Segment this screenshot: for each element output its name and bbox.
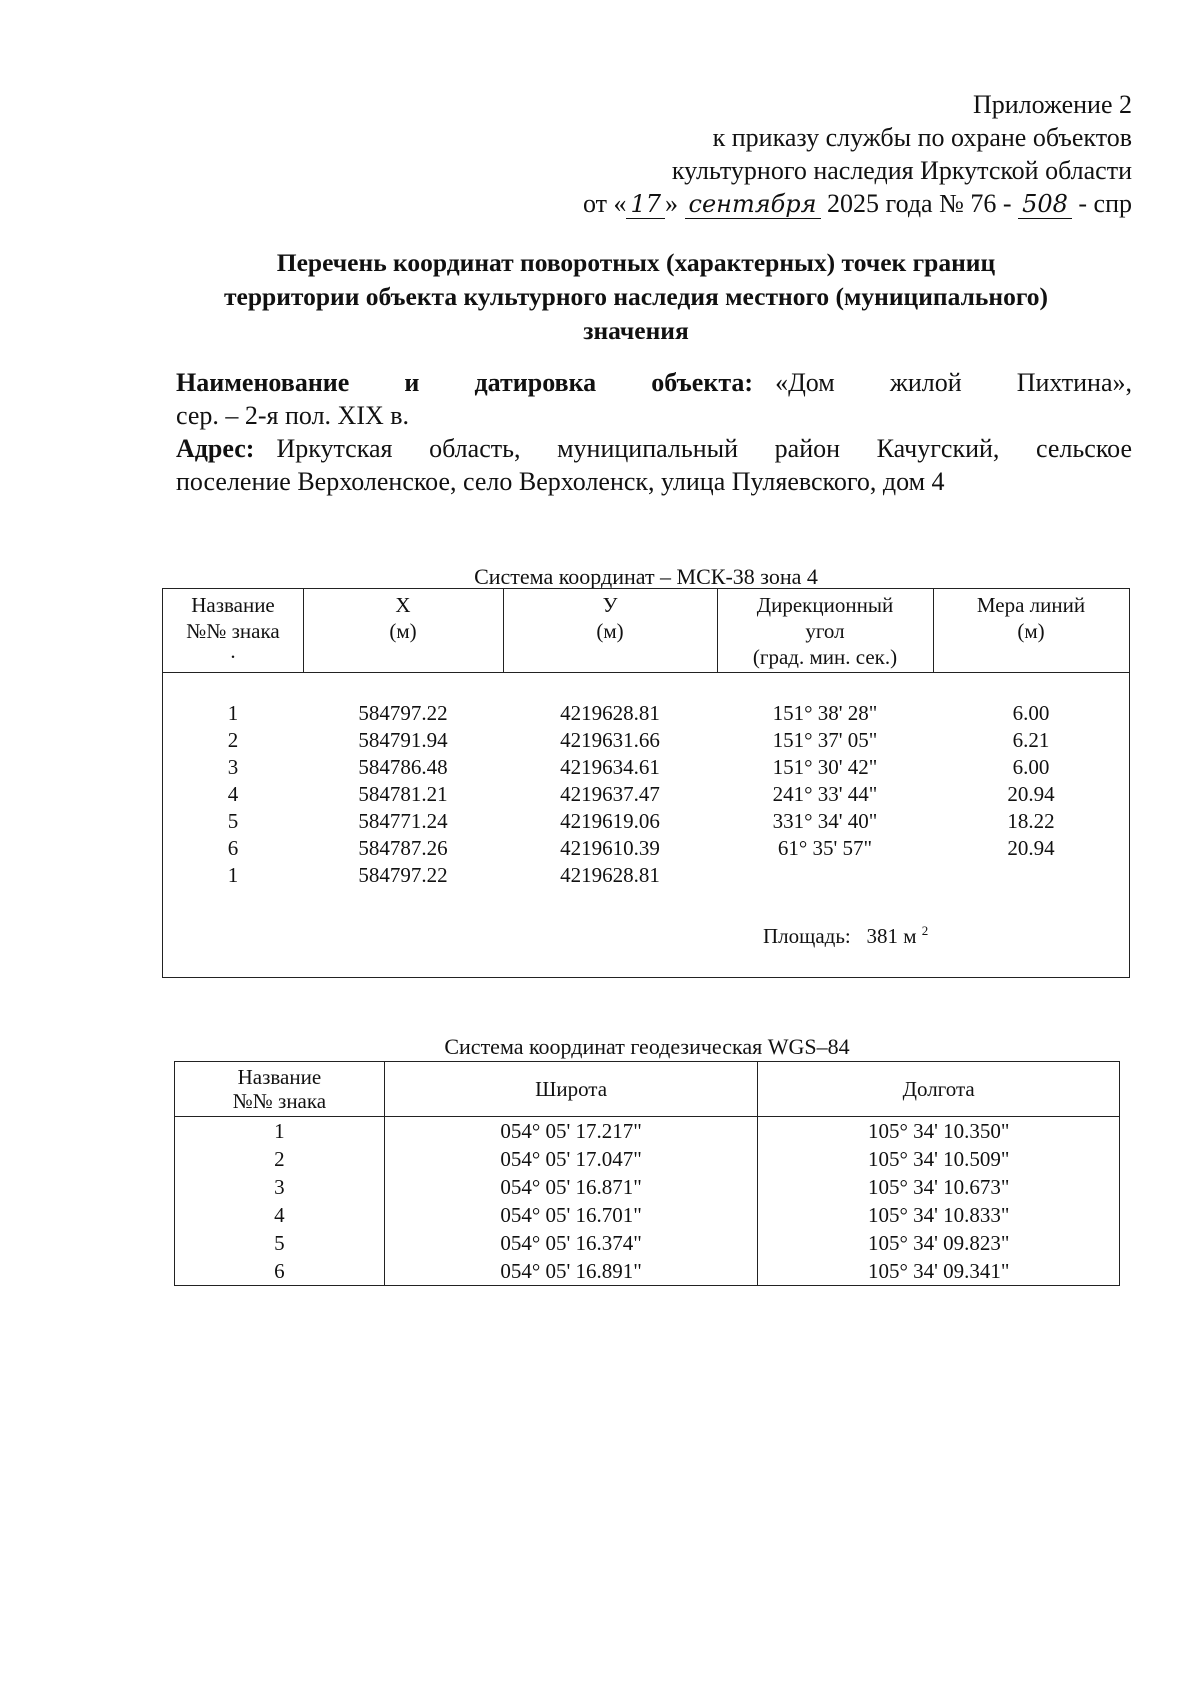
object-date-line: сер. – 2-я пол. XIX в. — [176, 401, 410, 430]
table-row: 5 584771.24 4219619.06 331° 34' 40" 18.22 — [227, 809, 1055, 833]
object-address-line2: поселение Верхоленское, село Верхоленск, улица Пуляевского, дом 4 — [176, 467, 945, 496]
header-longitude: Долгота — [758, 1062, 1120, 1117]
table-row: 3 584786.48 4219634.61 151° 30' 42" 6.00 — [227, 755, 1050, 779]
header-point-name: Название №№ знака · — [186, 593, 280, 669]
object-address-line1 — [176, 432, 1132, 465]
table-row: 3 054° 05' 16.871" 105° 34' 10.673" — [175, 1173, 1120, 1201]
table-row: 4 054° 05' 16.701" 105° 34' 10.833" — [175, 1201, 1120, 1229]
header-y: У (м) — [596, 593, 624, 643]
table-row: 6 584787.26 4219610.39 61° 35' 57" 20.94 — [227, 836, 1055, 860]
appendix-header — [583, 88, 1132, 221]
appendix-order-ref: к приказу службы по охране объектов — [712, 123, 1132, 152]
appendix-agency: культурного наследия Иркутской области — [671, 156, 1132, 185]
object-name-value: «Дом жилой Пихтина», — [775, 368, 1132, 397]
header-angle: Дирекционный угол (град. мин. сек.) — [752, 593, 898, 669]
object-name-label: Наименование и датировка объекта: — [176, 368, 754, 397]
table-row: 2 054° 05' 17.047" 105° 34' 10.509" — [175, 1145, 1120, 1173]
wgs-coordinates-table — [174, 1061, 1120, 1286]
handwritten-order-number: 508 — [1018, 190, 1072, 219]
table-row: 1 584797.22 4219628.81 — [227, 863, 660, 887]
header-x: X (м) — [389, 593, 417, 643]
object-address-label: Адрес: — [176, 434, 255, 463]
appendix-number: Приложение 2 — [972, 90, 1132, 119]
area-value: 381 м — [866, 924, 917, 948]
area-total: Площадь: 381 м $^2$ — [763, 923, 929, 948]
header-length: Мера линий (м) — [976, 593, 1086, 643]
table-row: 2 584791.94 4219631.66 151° 37' 05" 6.21 — [227, 728, 1050, 752]
msk-table-caption: Система координат – МСК-38 зона 4 — [474, 564, 818, 589]
msk-coordinates-table — [162, 588, 1130, 978]
handwritten-day: 17 — [626, 190, 665, 219]
table-row: 1 054° 05' 17.217" 105° 34' 10.350" — [175, 1117, 1120, 1146]
object-address-value: Иркутская область, муниципальный район Качугский, сельское — [276, 434, 1132, 463]
header-latitude: Широта — [384, 1062, 758, 1117]
area-label: Площадь: — [763, 924, 851, 948]
document-title: Перечень координат поворотных (характерных) точек границ территории объекта культурного наследия местного (муниципального) значения — [223, 248, 1049, 345]
msk-table-header — [163, 589, 1129, 673]
table-row: 5 054° 05' 16.374" 105° 34' 09.823" — [175, 1229, 1120, 1257]
table-row: 1 584797.22 4219628.81 151° 38' 28" 6.00 — [227, 701, 1050, 725]
table-row: 6 054° 05' 16.891" 105° 34' 09.341" — [175, 1257, 1120, 1286]
wgs-table-header — [175, 1062, 1120, 1117]
order-date-line: от « 17 » сентября 2025 года № 76 - 508 - спр — [582, 189, 1132, 218]
handwritten-month: сентября — [685, 190, 821, 219]
table-row: 4 584781.21 4219637.47 241° 33' 44" 20.94 — [227, 782, 1055, 806]
object-info — [176, 366, 1132, 498]
header-point-name: Название №№ знака — [175, 1062, 385, 1117]
object-name-line1 — [176, 366, 1132, 399]
wgs-table-caption: Система координат геодезическая WGS–84 — [444, 1034, 850, 1059]
